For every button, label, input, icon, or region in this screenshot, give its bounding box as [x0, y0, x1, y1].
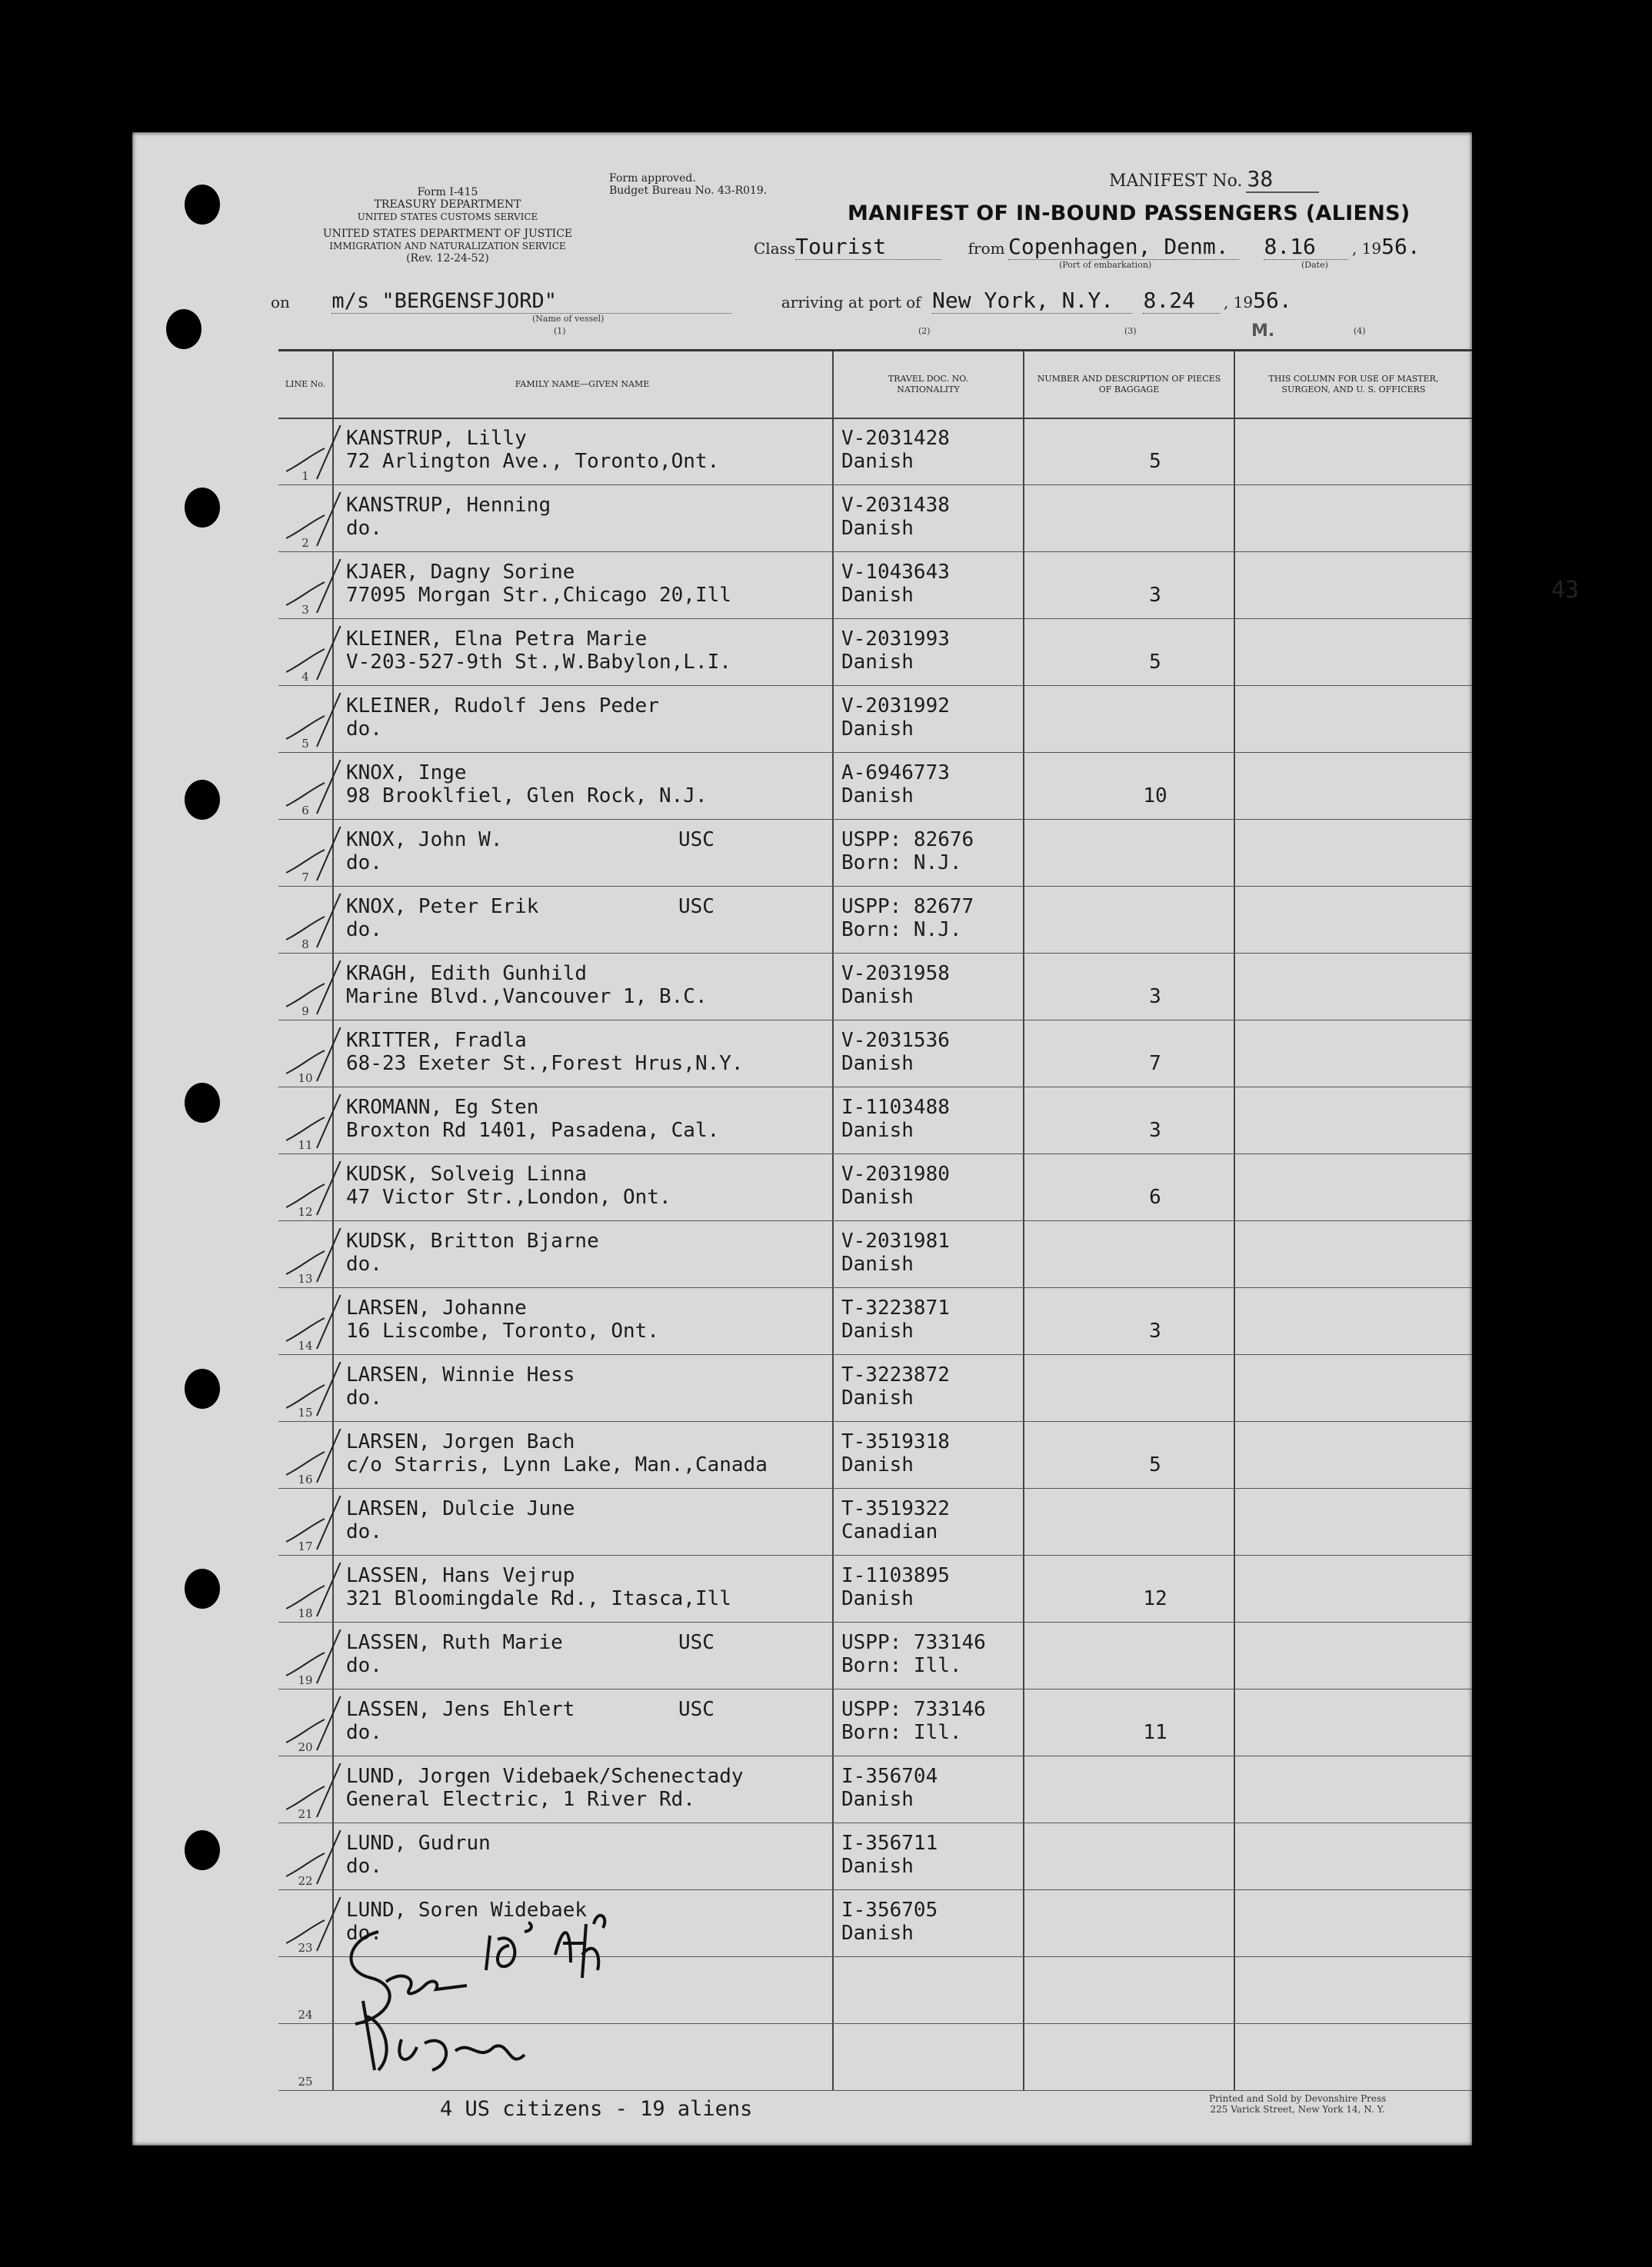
- travel-doc-number: I-1103488: [841, 1096, 950, 1119]
- arrival-year: 56.: [1253, 288, 1292, 313]
- passenger-name: KNOX, Inge: [346, 761, 467, 784]
- baggage-count: 3: [1149, 584, 1161, 607]
- table-row: [278, 752, 1472, 819]
- passenger-name: LARSEN, Johanne: [346, 1297, 527, 1320]
- form-approved: Form approved.: [609, 172, 696, 185]
- manifest-number-label: MANIFEST No.: [1109, 171, 1243, 191]
- passenger-summary: 4 US citizens - 19 aliens: [440, 2097, 753, 2121]
- passenger-name: KLEINER, Rudolf Jens Peder: [346, 694, 659, 717]
- nationality: Danish: [841, 1052, 914, 1075]
- travel-doc-number: V-2031981: [841, 1230, 950, 1253]
- citizenship-note: USC: [678, 828, 714, 851]
- line-number: 16: [298, 1473, 313, 1486]
- travel-doc-number: T-3519322: [841, 1497, 950, 1520]
- table-row: [278, 1354, 1472, 1421]
- travel-doc-number: I-356704: [841, 1765, 938, 1788]
- line-number: 20: [298, 1740, 313, 1754]
- passenger-name: KANSTRUP, Henning: [346, 494, 551, 517]
- citizenship-note: USC: [678, 1698, 714, 1721]
- table-row: [278, 1756, 1472, 1823]
- date-sublabel: (Date): [1301, 260, 1328, 270]
- nationality: Danish: [841, 1855, 914, 1878]
- customs-service: UNITED STATES CUSTOMS SERVICE: [357, 211, 538, 222]
- passenger-address: do.: [346, 1855, 382, 1878]
- travel-doc-number: V-2031958: [841, 962, 950, 985]
- table-row: [278, 685, 1472, 752]
- line-number: 11: [298, 1138, 313, 1152]
- col-header-line: LINE No.: [285, 379, 326, 389]
- punch-hole: [185, 1569, 220, 1609]
- embarkation-sublabel: (Port of embarkation): [1059, 260, 1152, 270]
- line-number: 9: [301, 1004, 309, 1018]
- nationality: Danish: [841, 1119, 914, 1142]
- passenger-address: Broxton Rd 1401, Pasadena, Cal.: [346, 1119, 720, 1142]
- travel-doc-number: T-3223871: [841, 1297, 950, 1320]
- line-number: 7: [301, 871, 309, 884]
- col-header-name: FAMILY NAME—GIVEN NAME: [515, 379, 650, 389]
- line-number: 14: [298, 1339, 313, 1353]
- on-label: on: [271, 293, 290, 311]
- printer-line-1: Printed and Sold by Devonshire Press: [1209, 2093, 1387, 2104]
- nationality: Danish: [841, 1788, 914, 1811]
- printer-imprint: [1209, 2093, 1386, 2115]
- manifest-number: 38: [1246, 166, 1320, 193]
- travel-doc-number: USPP: 733146: [841, 1698, 986, 1721]
- passenger-name: KROMANN, Eg Sten: [346, 1096, 539, 1119]
- checkmark: [286, 1830, 363, 1892]
- nationality: Born: Ill.: [841, 1721, 962, 1744]
- budget-bureau: Budget Bureau No. 43-R019.: [609, 185, 768, 197]
- line-number: 10: [298, 1071, 313, 1085]
- nationality: Danish: [841, 450, 914, 473]
- arrival-port: New York, N.Y.: [932, 288, 1132, 314]
- nationality: Danish: [841, 1253, 914, 1276]
- nationality: Danish: [841, 1320, 914, 1343]
- baggage-count: 5: [1149, 651, 1161, 674]
- passenger-name: KANSTRUP, Lilly: [346, 427, 527, 450]
- travel-doc-number: I-356705: [841, 1899, 938, 1922]
- baggage-count: 10: [1143, 784, 1167, 807]
- passenger-address: 16 Liscombe, Toronto, Ont.: [346, 1320, 659, 1343]
- nationality: Born: N.J.: [841, 851, 962, 874]
- baggage-count: 3: [1149, 1119, 1161, 1142]
- baggage-count: 12: [1143, 1587, 1167, 1610]
- travel-doc-number: V-2031428: [841, 427, 950, 450]
- handwritten-signature: [332, 1909, 686, 2093]
- baggage-count: 5: [1149, 450, 1161, 473]
- punch-hole: [185, 1369, 220, 1409]
- checkmark: [286, 1295, 363, 1357]
- col-marker-1: (1): [554, 326, 566, 336]
- nationality: Danish: [841, 1922, 914, 1945]
- table-row: [278, 1153, 1472, 1220]
- line-number: 22: [298, 1874, 313, 1888]
- punch-hole: [185, 185, 220, 225]
- checkmark: [286, 760, 363, 821]
- travel-doc-number: V-1043643: [841, 561, 950, 584]
- officer-note: 43: [1551, 577, 1580, 604]
- nationality: Born: Ill.: [841, 1654, 962, 1677]
- departure-date: 8.16: [1264, 234, 1348, 260]
- table-row: [278, 1220, 1472, 1287]
- punch-hole: [185, 1830, 220, 1870]
- table-row: [278, 484, 1472, 551]
- passenger-address: do.: [346, 1922, 382, 1945]
- table-row: [278, 1555, 1472, 1622]
- checkmark: [286, 559, 363, 621]
- form-number: Form I-415: [417, 186, 478, 198]
- manifest-page: [132, 132, 1580, 2145]
- nationality: Danish: [841, 651, 914, 674]
- passenger-address: 47 Victor Str.,London, Ont.: [346, 1186, 671, 1209]
- checkmark: [286, 1161, 363, 1223]
- checkmark: [286, 894, 363, 955]
- vessel-sublabel: (Name of vessel): [532, 314, 605, 324]
- table-row: [278, 618, 1472, 685]
- col-header-officers: THIS COLUMN FOR USE OF MASTER, SURGEON, AND U. S. OFFICERS: [1268, 374, 1439, 394]
- class-value: Tourist: [795, 234, 941, 260]
- passenger-address: do.: [346, 1253, 382, 1276]
- passenger-address: do.: [346, 1721, 382, 1744]
- baggage-count: 5: [1149, 1453, 1161, 1476]
- line-number: 19: [298, 1673, 313, 1687]
- passenger-name: KLEINER, Elna Petra Marie: [346, 628, 648, 651]
- checkmark: [286, 1429, 363, 1490]
- passenger-address: 68-23 Exeter St.,Forest Hrus,N.Y.: [346, 1052, 744, 1075]
- travel-doc-number: T-3519318: [841, 1430, 950, 1453]
- line-number: 17: [298, 1540, 313, 1553]
- line-number: 1: [301, 469, 309, 483]
- punch-hole: [185, 488, 220, 528]
- passenger-address: Marine Blvd.,Vancouver 1, B.C.: [346, 985, 708, 1008]
- class-line: [754, 234, 1421, 260]
- page-title: MANIFEST OF IN-BOUND PASSENGERS (ALIENS): [848, 201, 1411, 225]
- nationality: Danish: [841, 1453, 914, 1476]
- baggage-count: 7: [1149, 1052, 1161, 1075]
- table-row: [278, 551, 1472, 618]
- baggage-count: 6: [1149, 1186, 1161, 1209]
- citizenship-note: USC: [678, 895, 714, 918]
- travel-doc-number: USPP: 733146: [841, 1631, 986, 1654]
- travel-doc-number: USPP: 82677: [841, 895, 974, 918]
- line-number: 8: [301, 937, 309, 951]
- line-number: 18: [298, 1606, 313, 1620]
- checkmark: [286, 1496, 363, 1557]
- treasury-dept: TREASURY DEPARTMENT: [374, 198, 521, 211]
- arriving-label: arriving at port of: [781, 293, 921, 311]
- passenger-name: LUND, Soren Widebaek: [346, 1899, 588, 1922]
- form-approval: [609, 172, 794, 197]
- checkmark: [286, 425, 363, 487]
- year-prefix-2: , 19: [1223, 293, 1254, 311]
- passenger-address: c/o Starris, Lynn Lake, Man.,Canada: [346, 1453, 768, 1476]
- table-row: [278, 1087, 1472, 1153]
- travel-doc-number: I-356711: [841, 1832, 938, 1855]
- checkmark: [286, 1228, 363, 1290]
- checkmark: [286, 1696, 363, 1758]
- passenger-address: do.: [346, 1386, 382, 1410]
- checkmark: [286, 1630, 363, 1691]
- table-row: [278, 1689, 1472, 1756]
- nationality: Canadian: [841, 1520, 938, 1543]
- travel-doc-number: V-2031536: [841, 1029, 950, 1052]
- passenger-address: do.: [346, 1654, 382, 1677]
- col-marker-4: (4): [1354, 326, 1366, 336]
- nationality: Danish: [841, 1186, 914, 1209]
- justice-dept: UNITED STATES DEPARTMENT OF JUSTICE: [322, 228, 573, 240]
- nationality: Danish: [841, 717, 914, 741]
- passenger-address: V-203-527-9th St.,W.Babylon,L.I.: [346, 651, 731, 674]
- nationality: Born: N.J.: [841, 918, 962, 941]
- checkmark: [286, 626, 363, 687]
- line-number: 3: [301, 603, 309, 617]
- table-row: [278, 1421, 1472, 1488]
- passenger-name: KUDSK, Solveig Linna: [346, 1163, 588, 1186]
- travel-doc-number: V-2031980: [841, 1163, 950, 1186]
- vessel-name: m/s "BERGENSFJORD": [331, 289, 731, 314]
- checkmark: [286, 960, 363, 1022]
- form-header-agency: [271, 186, 624, 265]
- embarkation-port: Copenhagen, Denm.: [1008, 234, 1239, 260]
- col-marker-3: (3): [1124, 326, 1137, 336]
- checkmark: [286, 1027, 363, 1089]
- line-number: 12: [298, 1205, 313, 1219]
- table-row: [278, 1020, 1472, 1087]
- line-number: 24: [298, 2008, 313, 2022]
- col-marker-2: (2): [918, 326, 931, 336]
- travel-doc-number: A-6946773: [841, 761, 950, 784]
- line-number: 4: [301, 670, 309, 684]
- passenger-address: 72 Arlington Ave., Toronto,Ont.: [346, 450, 720, 473]
- manifest-number-field: [1109, 166, 1319, 191]
- year-prefix-1: , 19: [1351, 239, 1382, 258]
- col-header-baggage: NUMBER AND DESCRIPTION OF PIECES OF BAGGAGE: [1037, 374, 1221, 394]
- passenger-address: 321 Bloomingdale Rd., Itasca,Ill: [346, 1587, 731, 1610]
- nationality: Danish: [841, 1587, 914, 1610]
- travel-doc-number: V-2031438: [841, 494, 950, 517]
- nationality: Danish: [841, 985, 914, 1008]
- passenger-name: LARSEN, Winnie Hess: [346, 1363, 575, 1386]
- passenger-name: LASSEN, Jens Ehlert: [346, 1698, 575, 1721]
- nationality: Danish: [841, 1386, 914, 1410]
- passenger-name: LUND, Gudrun: [346, 1832, 491, 1855]
- passenger-name: KRAGH, Edith Gunhild: [346, 962, 588, 985]
- travel-doc-number: V-2031993: [841, 628, 950, 651]
- passenger-name: LARSEN, Dulcie June: [346, 1497, 575, 1520]
- line-number: 15: [298, 1406, 313, 1420]
- table-row: [278, 1287, 1472, 1354]
- checkmark: [286, 827, 363, 888]
- line-number: 5: [301, 737, 309, 751]
- printer-line-2: 225 Varick Street, New York 14, N. Y.: [1210, 2104, 1385, 2115]
- travel-doc-number: USPP: 82676: [841, 828, 974, 851]
- passenger-name: KNOX, John W.: [346, 828, 503, 851]
- ins-service: IMMIGRATION AND NATURALIZATION SERVICE: [329, 241, 566, 251]
- checkmark: [286, 1763, 363, 1825]
- line-number: 6: [301, 804, 309, 817]
- passenger-name: KUDSK, Britton Bjarne: [346, 1230, 599, 1253]
- checkmark: [286, 1094, 363, 1156]
- passenger-name: LASSEN, Ruth Marie: [346, 1631, 563, 1654]
- checkmark: [286, 1362, 363, 1423]
- baggage-count: 3: [1149, 1320, 1161, 1343]
- table-row: [278, 1488, 1472, 1555]
- baggage-count: 11: [1143, 1721, 1167, 1744]
- passenger-name: KJAER, Dagny Sorine: [346, 561, 575, 584]
- passenger-address: do.: [346, 918, 382, 941]
- passenger-address: do.: [346, 851, 382, 874]
- passenger-address: 98 Brooklfiel, Glen Rock, N.J.: [346, 784, 708, 807]
- travel-doc-number: T-3223872: [841, 1363, 950, 1386]
- table-row: [278, 886, 1472, 953]
- stamp-mark: M.: [1251, 321, 1275, 341]
- from-label: from: [968, 239, 1005, 258]
- table-row: [278, 1823, 1472, 1889]
- class-label: Class: [754, 239, 796, 258]
- travel-doc-number: I-1103895: [841, 1564, 950, 1587]
- punch-hole: [166, 309, 202, 349]
- nationality: Danish: [841, 784, 914, 807]
- vessel-line: [271, 288, 1292, 314]
- punch-hole: [185, 1083, 220, 1123]
- revision: (Rev. 12-24-52): [406, 252, 489, 265]
- departure-year: 56.: [1381, 234, 1421, 259]
- nationality: Danish: [841, 517, 914, 540]
- checkmark: [286, 693, 363, 754]
- travel-doc-number: V-2031992: [841, 694, 950, 717]
- punch-hole: [185, 780, 220, 820]
- table-row: [278, 819, 1472, 886]
- citizenship-note: USC: [678, 1631, 714, 1654]
- passenger-address: do.: [346, 1520, 382, 1543]
- checkmark: [286, 492, 363, 554]
- line-number: 25: [298, 2075, 313, 2089]
- passenger-address: do.: [346, 517, 382, 540]
- passenger-address: 77095 Morgan Str.,Chicago 20,Ill: [346, 584, 731, 607]
- line-number: 21: [298, 1807, 313, 1821]
- table-row: [278, 418, 1472, 484]
- line-number: 2: [301, 536, 309, 550]
- passenger-address: do.: [346, 717, 382, 741]
- passenger-name: LASSEN, Hans Vejrup: [346, 1564, 575, 1587]
- passenger-name: LUND, Jorgen Videbaek/Schenectady: [346, 1765, 744, 1788]
- line-number: 13: [298, 1272, 313, 1286]
- passenger-name: KNOX, Peter Erik: [346, 895, 539, 918]
- checkmark: [286, 1563, 363, 1624]
- passenger-address: General Electric, 1 River Rd.: [346, 1788, 695, 1811]
- table-row: [278, 953, 1472, 1020]
- arrival-date: 8.24: [1143, 288, 1220, 314]
- col-header-doc: TRAVEL DOC. NO. NATIONALITY: [888, 374, 969, 394]
- passenger-name: LARSEN, Jorgen Bach: [346, 1430, 575, 1453]
- nationality: Danish: [841, 584, 914, 607]
- line-number: 23: [298, 1941, 313, 1955]
- baggage-count: 3: [1149, 985, 1161, 1008]
- table-row: [278, 1622, 1472, 1689]
- passenger-name: KRITTER, Fradla: [346, 1029, 527, 1052]
- passenger-table: [278, 349, 1472, 2091]
